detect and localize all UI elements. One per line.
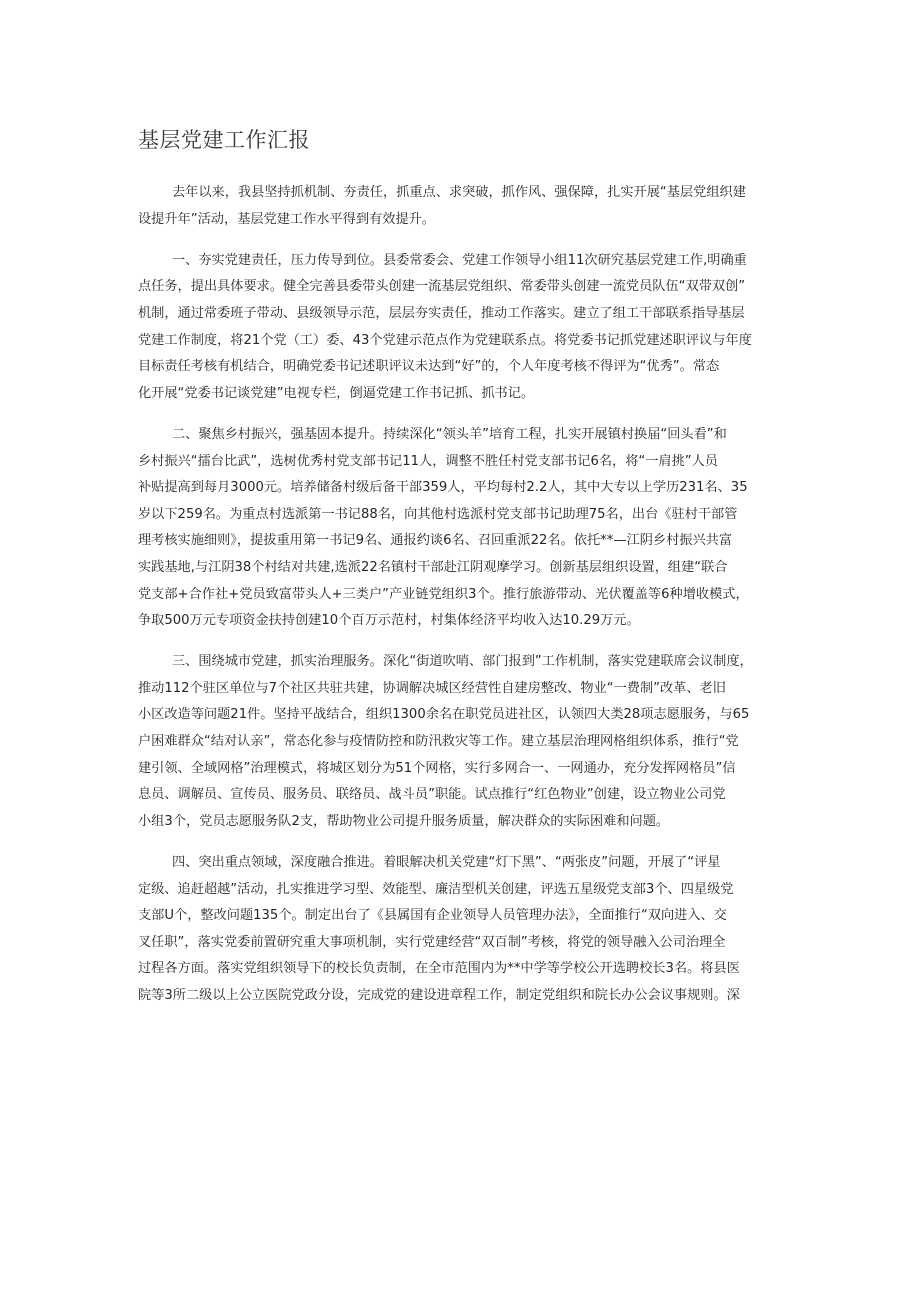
text-line: 化开展“党委书记谈党建”电视专栏，倒逼党建工作书记抓、抓书记。 — [138, 385, 535, 401]
paragraph-spacer — [138, 407, 788, 422]
text-line: 户困难群众“结对认亲”，常态化参与疫情防控和防汛救灾等工作。建立基层治理网格组织体系，推行“党 — [138, 734, 739, 750]
paragraph-section-2 — [138, 422, 788, 635]
paragraph-spacer — [138, 233, 788, 248]
text-line: 机制，通过常委班子带动、县级领导示范，层层夯实责任，推动工作落实。建立了组工干部联系指导基层 — [138, 305, 745, 321]
paragraph-section-1 — [138, 248, 788, 408]
text-line: 院等3所二级以上公立医院党政分设，完成党的建设进章程工作，制定党组织和院长办公会议事规则。深 — [138, 988, 740, 1003]
text-line: 四、突出重点领域，深度融合推进。着眼解决机关党建“灯下黑”、“两张皮”问题，开展了“评星 — [172, 855, 721, 871]
text-line: 推动112个驻区单位与7个社区共驻共建，协调解决城区经营性自建房整改、物业“一费制”改革、老旧 — [138, 680, 726, 696]
text-line: 支部U个，整改问题135个。制定出台了《县属国有企业领导人员管理办法》，全面推行“双向进入、交 — [138, 908, 727, 924]
paragraph-spacer — [138, 835, 788, 850]
text-line: 小区改造等问题21件。坚持平战结合，组织1300余名在职党员进社区，认领四大类28项志愿服务，与65 — [138, 707, 750, 723]
text-line: 争取500万元专项资金扶持创建10个百万示范村，村集体经济平均收入达10.29万元。 — [138, 613, 640, 629]
text-line: 去年以来，我县坚持抓机制、夯责任，抓重点、求突破，抓作风、强保障，扎实开展“基层党组织建 — [172, 185, 746, 200]
text-line: 设提升年”活动，基层党建工作水平得到有效提升。 — [138, 211, 435, 227]
paragraph-spacer — [138, 635, 788, 650]
text-line: 实践基地,与江阴38个村结对共建,选派22名镇村干部赴江阴观摩学习。创新基层组织设置，组建“联合 — [138, 559, 728, 575]
paragraph-section-3 — [138, 649, 788, 835]
text-line: 党建工作制度，将21个党（工）委、43个党建示范点作为党建联系点。将党委书记抓党建述职评议与年度 — [138, 332, 752, 348]
text-line: 岁以下259名。为重点村选派第一书记88名，向其他村选派村党支部书记助理75名，出台《驻村干部管 — [138, 506, 738, 522]
text-line: 理考核实施细则》，提拔重用第一书记9名、通报约谈6名、召回重派22名。依托**—江阴乡村振兴共富 — [138, 533, 733, 549]
document-title: 基层党建工作汇报 — [138, 128, 310, 152]
text-line: 建引领、全域网格”治理模式，将城区划分为51个网格，实行多网合一、一网通办，充分发挥网格员”信 — [138, 760, 736, 776]
text-line: 补贴提高到每月3000元。培养储备村级后备干部359人，平均每村2.2人，其中大专以上学历231名、35 — [138, 480, 748, 496]
paragraph-section-4 — [138, 850, 788, 1010]
text-line: 乡村振兴“擂台比武”，选树优秀村党支部书记11人，调整不胜任村党支部书记6名，将“一肩挑”人员 — [138, 453, 718, 469]
text-line: 目标责任考核有机结合，明确党委书记述职评议未达到“好”的，个人年度考核不得评为“优秀”。常态 — [138, 359, 720, 375]
text-line: 二、聚焦乡村振兴，强基固本提升。持续深化“领头羊”培育工程，扎实开展镇村换届“回头看”和 — [172, 426, 727, 442]
text-line: 三、围绕城市党建，抓实治理服务。深化“街道吹哨、部门报到”工作机制，落实党建联席会议制度， — [172, 654, 753, 670]
text-line: 党支部+合作社+党员致富带头人+三类户”产业链党组织3个。推行旅游带动、光伏覆盖等6种增收模式， — [138, 586, 749, 602]
text-line: 定级、追赶超越”活动，扎实推进学习型、效能型、廉洁型机关创建，评选五星级党支部3个、四星级党 — [138, 881, 734, 897]
text-line: 叉任职”，落实党委前置研究重大事项机制，实行党建经营“双百制”考核，将党的领导融入公司治理全 — [138, 934, 726, 950]
text-line: 一、夯实党建责任，压力传导到位。县委常委会、党建工作领导小组11次研究基层党建工作,明确重 — [172, 252, 747, 268]
text-line: 息员、调解员、宣传员、服务员、联络员、战斗员”职能。试点推行“红色物业”创建，设立物业公司党 — [138, 787, 726, 803]
document-body — [138, 180, 788, 1010]
text-line: 小组3个，党员志愿服务队2支，帮助物业公司提升服务质量，解决群众的实际困难和问题。 — [138, 813, 670, 829]
text-line: 点任务，提出具体要求。健全完善县委带头创建一流基层党组织、常委带头创建一流党员队伍“双带双创” — [138, 279, 746, 295]
text-line: 过程各方面。落实党组织领导下的校长负责制，在全市范围内为**中学等学校公开选聘校长3名。将县医 — [138, 961, 740, 977]
paragraph-intro — [138, 180, 788, 233]
